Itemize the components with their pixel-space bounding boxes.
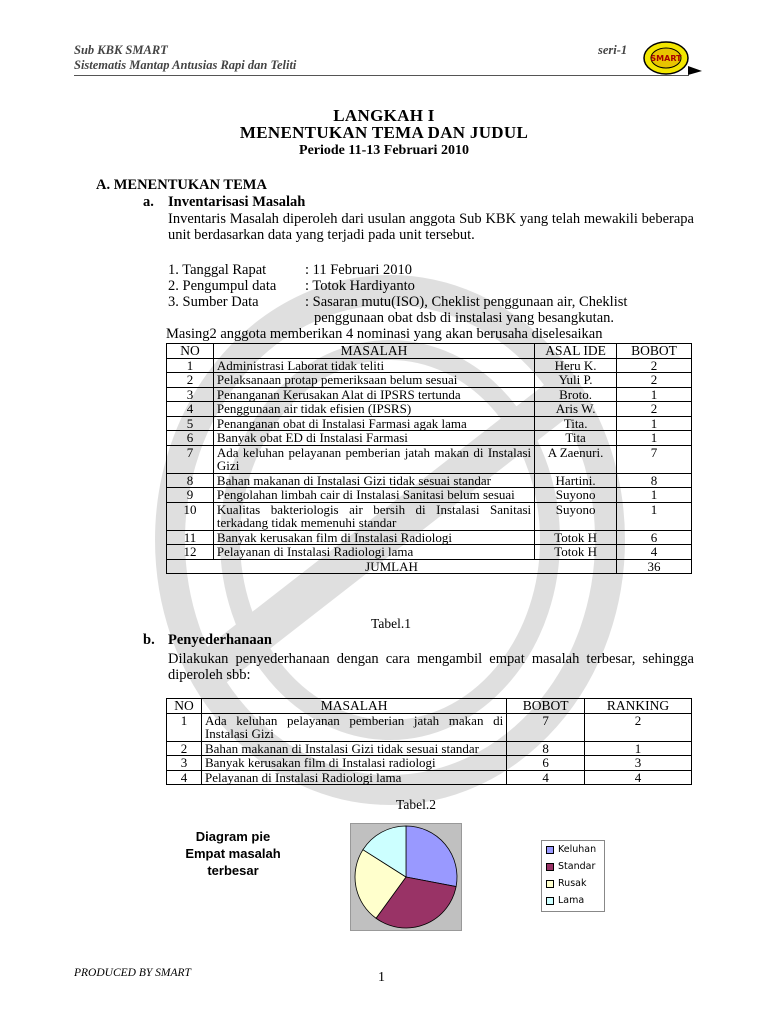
sub-b-label: b. [143,632,155,648]
sub-b-paragraph: Dilakukan penyederhanaan dengan cara mengambil empat masalah terbesar, sehingga diperoleh sbb: [168,651,694,683]
cell-asal-ide: Tita [535,431,617,446]
cell-bobot: 6 [507,756,585,771]
cell-bobot: 8 [617,473,692,488]
col-header-masalah: MASALAH [213,344,534,359]
cell-masalah: Pelaksanaan protap pemeriksaan belum sesuai [213,373,534,388]
table-row [167,402,692,417]
cell-masalah: Banyak kerusakan film di Instalasi Radiologi [213,530,534,545]
pie-chart [350,823,462,931]
cell-bobot: 2 [617,358,692,373]
cell-bobot: 7 [617,445,692,473]
diagram-label [168,828,298,879]
cell-masalah: Bahan makanan di Instalasi Gizi tidak sesuai standar [213,473,534,488]
table-row [167,373,692,388]
legend-label: Standar [558,861,596,872]
legend-item [542,892,604,909]
smart-logo [640,38,702,80]
cell-bobot: 6 [617,530,692,545]
table-problem-inventory [166,343,692,574]
header-series: seri-1 [598,43,628,57]
cell-asal-ide: Totok H [535,545,617,560]
info-value-source: : Sasaran mutu(ISO), Cheklist penggunaan air, Cheklist [305,294,628,310]
col-header-bobot: BOBOT [617,344,692,359]
table-row [167,445,692,473]
nomination-note: Masing2 anggota memberikan 4 nominasi yang akan berusaha diselesaikan [166,326,603,342]
table-row [167,358,692,373]
cell-asal-ide: Heru K. [535,358,617,373]
legend-swatch [546,846,554,854]
cell-masalah: Bahan makanan di Instalasi Gizi tidak sesuai standar [201,741,506,756]
cell-no: 3 [167,387,214,402]
cell-bobot: 2 [617,373,692,388]
cell-asal-ide: Suyono [535,488,617,503]
col-header-asal-ide: ASAL IDE [535,344,617,359]
col-header-no: NO [167,699,202,714]
header-org: Sub KBK SMART [74,43,168,57]
cell-no: 4 [167,770,202,785]
table-row [167,431,692,446]
info-value-collector: : Totok Hardiyanto [305,278,415,294]
table-row [167,770,692,785]
cell-no: 6 [167,431,214,446]
cell-masalah: Pelayanan di Instalasi Radiologi lama [201,770,506,785]
page-number: 1 [378,970,385,985]
cell-masalah: Banyak obat ED di Instalasi Farmasi [213,431,534,446]
cell-asal-ide: Hartini. [535,473,617,488]
legend-label: Keluhan [558,844,597,855]
cell-no: 4 [167,402,214,417]
table-row [167,530,692,545]
diagram-label-line3: terbesar [207,863,259,878]
table-simplified-problems [166,698,692,785]
cell-ranking: 1 [585,741,692,756]
cell-bobot: 4 [507,770,585,785]
cell-bobot: 1 [617,502,692,530]
info-label-date: 1. Tanggal Rapat [168,262,267,278]
total-label: JUMLAH [167,559,617,574]
sub-a-title: Inventarisasi Masalah [168,194,306,210]
cell-bobot: 1 [617,488,692,503]
cell-no: 11 [167,530,214,545]
pie-legend [541,840,605,912]
page-title-main: MENENTUKAN TEMA DAN JUDUL [239,123,529,142]
cell-masalah: Ada keluhan pelayanan pemberian jatah makan di Instalasi Gizi [213,445,534,473]
table-row [167,756,692,771]
info-label-collector: 2. Pengumpul data [168,278,277,294]
cell-bobot: 1 [617,416,692,431]
table-row [167,387,692,402]
header-divider [74,75,689,76]
legend-item [542,858,604,875]
cell-no: 7 [167,445,214,473]
cell-masalah: Banyak kerusakan film di Instalasi radiologi [201,756,506,771]
sub-a-paragraph: Inventaris Masalah diperoleh dari usulan anggota Sub KBK yang telah mewakili beberapa unit berdasarkan data yang terjadi pada unit tersebut. [168,211,694,243]
cell-no: 3 [167,756,202,771]
cell-masalah: Pelayanan di Instalasi Radiologi lama [213,545,534,560]
cell-no: 1 [167,358,214,373]
cell-masalah: Pengolahan limbah cair di Instalasi Sanitasi belum sesuai [213,488,534,503]
info-value-source-cont: penggunaan obat dsb di instalasi yang besangkutan. [314,310,615,326]
col-header-bobot: BOBOT [507,699,585,714]
table2-caption: Tabel.2 [396,797,436,812]
legend-label: Rusak [558,878,587,889]
page-period: Periode 11-13 Februari 2010 [299,143,469,158]
cell-ranking: 4 [585,770,692,785]
logo-text: SMART [650,54,682,63]
table-row [167,502,692,530]
sub-a-label: a. [143,194,154,210]
cell-ranking: 2 [585,713,692,741]
cell-asal-ide: Suyono [535,502,617,530]
total-value: 36 [617,559,692,574]
cell-asal-ide: A Zaenuri. [535,445,617,473]
cell-bobot: 1 [617,387,692,402]
table-row [167,545,692,560]
info-label-source: 3. Sumber Data [168,294,259,310]
cell-masalah: Penanganan Kerusakan Alat di IPSRS tertunda [213,387,534,402]
diagram-label-line1: Diagram pie [195,829,271,844]
cell-masalah: Penanganan obat di Instalasi Farmasi agak lama [213,416,534,431]
col-header-masalah: MASALAH [201,699,506,714]
cell-no: 1 [167,713,202,741]
cell-bobot: 8 [507,741,585,756]
table-total-row [167,559,692,574]
section-a-heading: A. MENENTUKAN TEMA [96,177,267,193]
col-header-ranking: RANKING [585,699,692,714]
legend-swatch [546,863,554,871]
diagram-label-line2: Empat masalah [185,846,281,861]
cell-masalah: Kualitas bakteriologis air bersih di Instalasi Sanitasi terkadang tidak memenuhi standar [213,502,534,530]
header-motto: Sistematis Mantap Antusias Rapi dan Teliti [74,58,297,72]
table-row [167,741,692,756]
table-row [167,713,692,741]
legend-swatch [546,897,554,905]
table-row [167,473,692,488]
footer-producer: PRODUCED BY SMART [74,967,191,979]
cell-no: 12 [167,545,214,560]
legend-swatch [546,880,554,888]
cell-no: 2 [167,741,202,756]
cell-asal-ide: Tita. [535,416,617,431]
cell-masalah: Administrasi Laborat tidak teliti [213,358,534,373]
cell-bobot: 1 [617,431,692,446]
cell-no: 5 [167,416,214,431]
cell-bobot: 7 [507,713,585,741]
table1-caption: Tabel.1 [371,616,411,631]
cell-masalah: Ada keluhan pelayanan pemberian jatah makan di Instalasi Gizi [201,713,506,741]
cell-no: 8 [167,473,214,488]
sub-b-title: Penyederhanaan [168,632,272,648]
table-header-row [167,699,692,714]
cell-no: 10 [167,502,214,530]
info-value-date: : 11 Februari 2010 [305,262,412,278]
cell-asal-ide: Broto. [535,387,617,402]
cell-asal-ide: Totok H [535,530,617,545]
table-row [167,416,692,431]
cell-bobot: 4 [617,545,692,560]
cell-masalah: Penggunaan air tidak efisien (IPSRS) [213,402,534,417]
table-row [167,488,692,503]
legend-item [542,875,604,892]
col-header-no: NO [167,344,214,359]
cell-no: 2 [167,373,214,388]
legend-label: Lama [558,895,585,906]
cell-ranking: 3 [585,756,692,771]
cell-no: 9 [167,488,214,503]
cell-asal-ide: Yuli P. [535,373,617,388]
cell-asal-ide: Aris W. [535,402,617,417]
legend-item [542,841,604,858]
page-title-step: LANGKAH I [333,106,435,125]
table-header-row [167,344,692,359]
cell-bobot: 2 [617,402,692,417]
